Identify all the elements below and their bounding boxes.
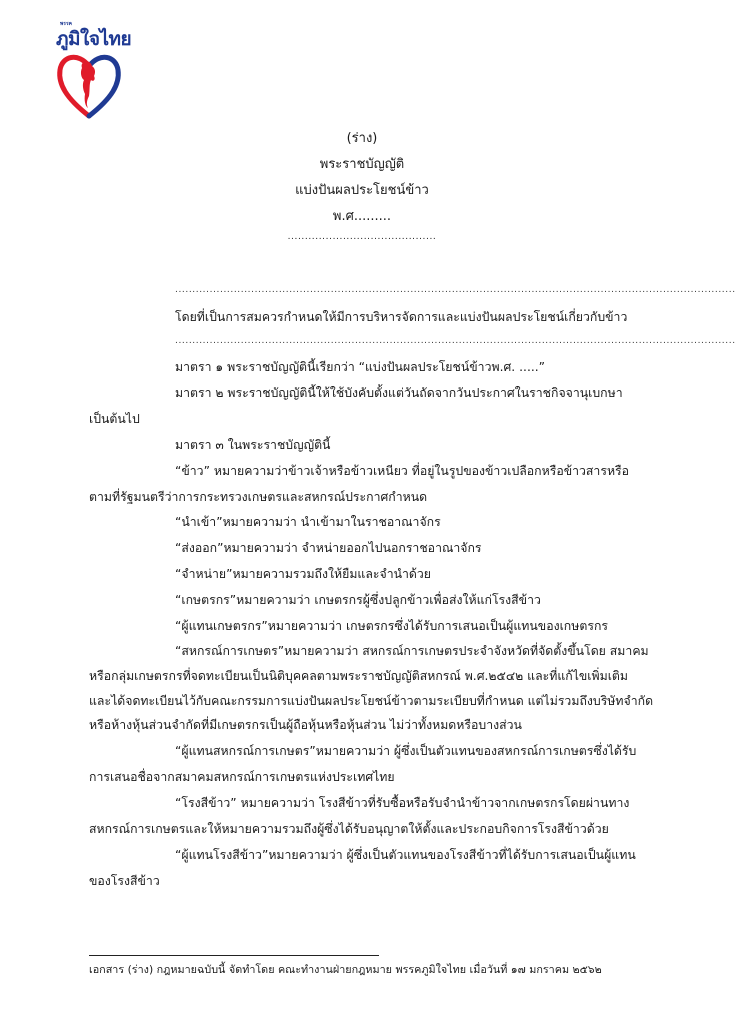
def-coop-rep: “ผู้แทนสหกรณ์การเกษตร”หมายความว่า ผู้ซึ่งเป็นตัวแทนของสหกรณ์การเกษตรซึ่งได้รับ (175, 744, 637, 758)
def-coop: “สหกรณ์การเกษตร”หมายความว่า สหกรณ์การเกษตรประจำจังหวัดที่จัดตั้งขึ้นโดย สมาคม (175, 644, 649, 658)
logo-small-text: พรรค (60, 21, 73, 27)
def-mill-rep: “ผู้แทนโรงสีข้าว”หมายความว่า ผู้ซึ่งเป็นตัวแทนของโรงสีข้าวที่ได้รับการเสนอเป็นผู้แทน (175, 848, 636, 862)
def-coop-cont-1: หรือกลุ่มเกษตรกรที่จดทะเบียนเป็นนิติบุคคลตามพระราชบัญญัติสหกรณ์ พ.ศ.๒๕๔๒ และที่แก้ไขเพิ่มเติม (89, 669, 629, 683)
def-farmer: “เกษตรกร”หมายความว่า เกษตรกรผู้ซึ่งปลูกข้าวเพื่อส่งให้แก่โรงสีข้าว (175, 593, 541, 607)
def-mill-rep-cont: ของโรงสีข้าว (89, 874, 160, 888)
party-logo (52, 20, 132, 120)
header-dots: ........................................... (287, 232, 437, 242)
footer-note: เอกสาร (ร่าง) กฎหมายฉบับนี้ จัดทำโดย คณะทำงานฝ่ายกฎหมาย พรรคภูมิใจไทย เมื่อวันที่ ๑๗ มกราคม ๒๕๖๒ (89, 963, 602, 976)
act-year: พ.ศ......... (332, 209, 392, 224)
preamble-dots-top: .................................................................................................................................................................. (175, 285, 736, 295)
act-label: พระราชบัญญัติ (319, 157, 405, 172)
def-mill: “โรงสีข้าว” หมายความว่า โรงสีข้าวที่รับซื้อหรือรับจำนำข้าวจากเกษตรกรโดยผ่านทาง (175, 796, 630, 810)
def-import: “นำเข้า”หมายความว่า นำเข้ามาในราชอาณาจักร (175, 515, 441, 529)
act-title: แบ่งปันผลประโยชน์ข้าว (295, 183, 429, 198)
draft-label: (ร่าง) (346, 131, 378, 146)
section-2-cont: เป็นต้นไป (89, 412, 140, 426)
section-2: มาตรา ๒ พระราชบัญญัตินี้ให้ใช้บังคับตั้งแต่วันถัดจากวันประกาศในราชกิจจานุเบกษา (175, 386, 623, 400)
footer-divider (89, 955, 379, 956)
def-rice-cont: ตามที่รัฐมนตรีว่าการกระทรวงเกษตรและสหกรณ์ประกาศกำหนด (89, 490, 428, 504)
def-export: “ส่งออก”หมายความว่า จำหน่ายออกไปนอกราชอาณาจักร (175, 541, 482, 555)
def-mill-cont: สหกรณ์การเกษตรและให้หมายความรวมถึงผู้ซึ่งได้รับอนุญาตให้ตั้งและประกอบกิจการโรงสีข้าวด้วย (89, 822, 609, 836)
section-3: มาตรา ๓ ในพระราชบัญญัตินี้ (175, 438, 331, 452)
preamble-dots-bottom: .................................................................................................................................................................. (175, 336, 736, 346)
def-coop-cont-2: และได้จดทะเบียนไว้กับคณะกรรมการแบ่งปันผลประโยชน์ข้าวตามระเบียบที่กำหนด แต่ไม่รวมถึงบริษัทจำกัด (89, 694, 654, 708)
def-sell: “จำหน่าย”หมายความรวมถึงให้ยืมและจำนำด้วย (175, 567, 432, 581)
section-1: มาตรา ๑ พระราชบัญญัตินี้เรียกว่า “แบ่งปันผลประโยชน์ข้าวพ.ศ. .....” (175, 360, 546, 374)
heart-map-icon (56, 48, 122, 120)
preamble-text: โดยที่เป็นการสมควรกำหนดให้มีการบริหารจัดการและแบ่งปันผลประโยชน์เกี่ยวกับข้าว (175, 310, 628, 324)
def-coop-cont-3: หรือห้างหุ้นส่วนจำกัดที่มีเกษตรกรเป็นผู้ถือหุ้นหรือหุ้นส่วน ไม่ว่าทั้งหมดหรือบางส่วน (89, 718, 522, 732)
def-coop-rep-cont: การเสนอชื่อจากสมาคมสหกรณ์การเกษตรแห่งประเทศไทย (89, 770, 395, 784)
def-farmer-rep: “ผู้แทนเกษตรกร”หมายความว่า เกษตรกรซึ่งได้รับการเสนอเป็นผู้แทนของเกษตรกร (175, 619, 608, 633)
def-rice: “ข้าว” หมายความว่าข้าวเจ้าหรือข้าวเหนียว ที่อยู่ในรูปของข้าวเปลือกหรือข้าวสารหรือ (175, 464, 630, 478)
logo-wordmark: ภูมิใจไทย (56, 28, 132, 50)
